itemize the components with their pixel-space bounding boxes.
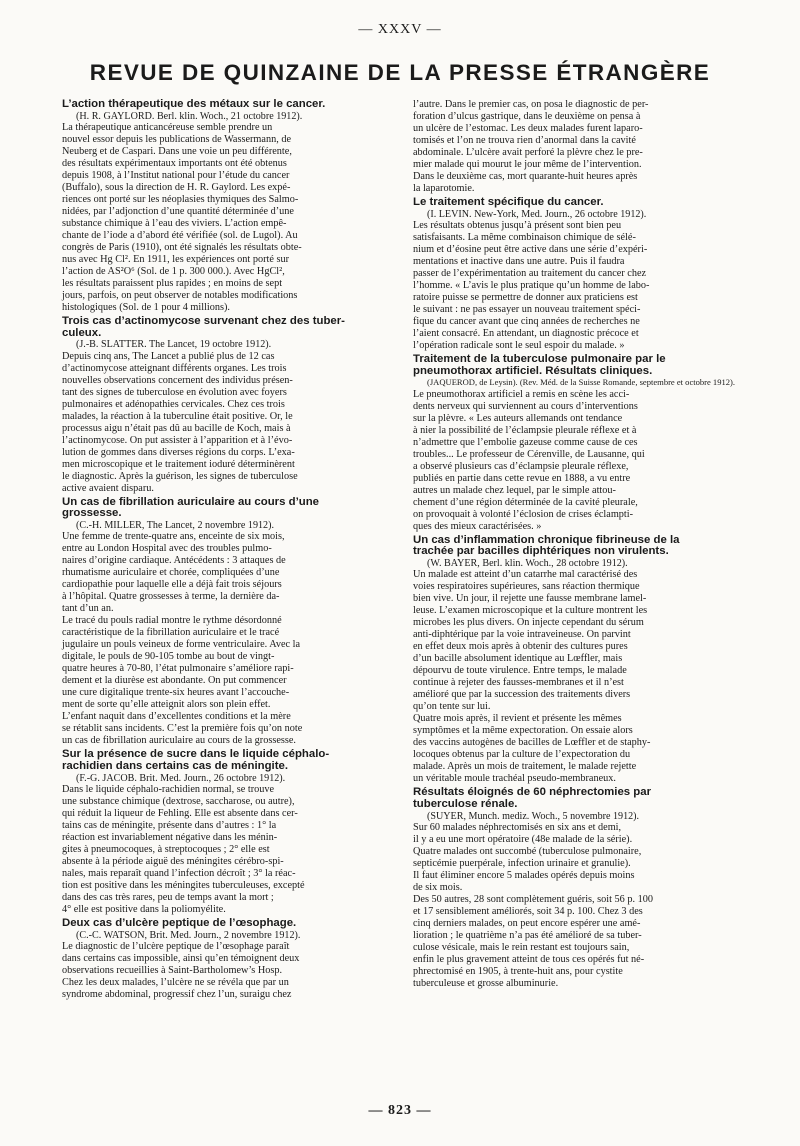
text-line: Un malade est atteint d’un catarrhe mal caractérisé des — [413, 569, 638, 581]
text-line: voies respiratoires supérieures, sans réaction thermique — [413, 581, 640, 593]
text-line: leuse. L’examen microscopique et la culture montrent les — [413, 605, 648, 617]
text-line: une substance chimique (dextrose, saccharose, ou autre), — [62, 796, 295, 808]
article — [413, 787, 747, 992]
text-line: un cas de fibrillation auriculaire au cours de la grossesse. — [62, 735, 296, 747]
text-line: mier malade qui mourut le jour même de l’intervention. — [413, 159, 642, 170]
text-line: nus avec Hg Cl². En 1911, les expériences ont porté sur — [62, 254, 289, 266]
article-title-continued: pneumothorax artificiel. Résultats cliniques. — [413, 364, 653, 377]
article — [62, 99, 396, 316]
text-line: processus aigu n’était pas dû au bacille de Koch, mais à — [62, 422, 291, 434]
text-line: jugulaire un pouls veineux de forme ventriculaire. Avec la — [62, 639, 301, 651]
article-source: (C.-C. WATSON, Brit. Med. Journ., 2 novembre 1912). — [76, 929, 301, 941]
text-line: publiés en partie dans cette revue en 1888, a vu entre — [413, 472, 631, 484]
article-gap — [413, 990, 747, 992]
text-line: Depuis cinq ans, The Lancet a publié plus de 12 cas — [62, 350, 275, 362]
text-line: substance chimique à l’eau des viviers. L’action empê- — [62, 218, 287, 230]
text-line: un véritable moule trachéal pseudo-membraneux. — [413, 773, 616, 785]
article — [62, 749, 396, 918]
text-line: phrectomisé en 1905, à trente-huit ans, pour cystite — [413, 966, 623, 978]
page-number: — 823 — — [368, 1103, 432, 1118]
text-line: une cure digitalique trente-six heures avant l’accouche- — [62, 687, 290, 699]
text-line: La thérapeutique anticancéreuse semble prendre un — [62, 122, 273, 134]
article-source: (JAQUEROD, de Leysin). (Rev. Méd. de la Suisse Romande, septembre et octobre 1912). — [427, 377, 736, 388]
text-line: ques des mieux caractérisées. » — [413, 520, 542, 532]
text-line: nidées, par l’adjonction d’une quantité déterminée d’une — [62, 206, 294, 218]
article-source: (F.-G. JACOB. Brit. Med. Journ., 26 octobre 1912). — [76, 772, 286, 784]
text-line: dépourvu de toute virulence. Entre temps, le malade — [413, 665, 627, 677]
article-title: Deux cas d’ulcère peptique de l’œsophage. — [62, 917, 297, 930]
text-line: nales, mais reparaît quand l’infection décroît ; 3° la réac- — [62, 868, 296, 880]
text-line: malade. Après un mois de traitement, le malade rejette — [413, 761, 637, 773]
text-line: symptômes et la même expectoration. On essaie alors — [413, 725, 633, 737]
text-line: Le pneumothorax artificiel a remis en scène les acci- — [413, 388, 630, 400]
text-line: digitale, le pouls de 90-105 tombe au bout de vingt- — [62, 651, 275, 663]
text-line: rhumatisme auriculaire et chorée, compliquées d’une — [62, 567, 280, 579]
text-line: active avaient disparu. — [62, 482, 154, 494]
article-title-continued: trachée par bacilles diphtériques non virulents. — [413, 545, 669, 558]
article — [413, 197, 747, 354]
text-line: continue à rejeter des fausses-membranes et il n’est — [413, 677, 624, 689]
text-line: microbes les plus divers. On injecte cependant du sérum — [413, 617, 644, 629]
article-source: (W. BAYER, Berl. klin. Woch., 28 octobre 1912). — [427, 557, 628, 569]
text-line: Quatre mois après, il revient et présente les mêmes — [413, 713, 622, 725]
article-gap — [62, 1001, 396, 1003]
text-line: d’actinomycose atteignant différents organes. Les trois — [62, 362, 287, 374]
text-line: tains cas de méningite, présente dans d’autres : 1° la — [62, 820, 277, 832]
text-line: entre au London Hospital avec des troubles pulmo- — [62, 543, 272, 555]
text-line: Quatre malades ont succombé (tuberculose pulmonaire, — [413, 846, 642, 858]
article-title: L’action thérapeutique des métaux sur le cancer. — [62, 98, 326, 110]
text-line: Chez les deux malades, l’ulcère ne se révéla que par un — [62, 977, 289, 989]
text-line: qu’on tente sur lui. — [413, 701, 491, 713]
article — [62, 497, 396, 750]
text-line: réaction est invariablement négative dans les ménin- — [62, 832, 278, 844]
text-line: dement et la diurèse est abondante. On put commencer — [62, 675, 287, 687]
article-title-continued: rachidien dans certains cas de méningite. — [62, 760, 288, 773]
text-line: abdominale. L’ulcère avait perforé la plèvre chez le pre- — [413, 147, 643, 158]
text-line: quatre heures à 70-80, l’état pulmonaire s’améliore rapi- — [62, 663, 294, 675]
text-line: l’autre. Dans le premier cas, on posa le diagnostic de per- — [413, 99, 649, 110]
text-line: Le diagnostic de l’ulcère peptique de l’œsophage paraît — [62, 941, 290, 953]
article-title: Traitement de la tuberculose pulmonaire par le — [413, 353, 666, 366]
article-source: (C.-H. MILLER, The Lancet, 2 novembre 1912). — [76, 519, 274, 531]
text-line: Il faut éliminer encore 5 malades opérés depuis moins — [413, 870, 635, 882]
text-line: a observé plusieurs cas d’éclampsie pleurale réflexe, — [413, 460, 629, 472]
text-line: gites à pneumocoques, à streptocoques ; 2° elle est — [62, 844, 270, 856]
text-line: nium et d’éosine peut être active dans une série d’expéri- — [413, 244, 648, 256]
text-line: un ulcère de l’estomac. Les deux malades furent laparo- — [413, 123, 643, 134]
article-title: Un cas d’inflammation chronique fibrineuse de la — [413, 533, 680, 546]
article-title-continued: tuberculose rénale. — [413, 798, 518, 811]
text-line: l’aient consacré. En attendant, un diagnostic précoce et — [413, 328, 639, 340]
text-line: Sur 60 malades néphrectomisés en six ans et demi, — [413, 822, 622, 834]
article — [413, 535, 747, 788]
text-line: cardiopathie pour laquelle elle a déjà fait trois séjours — [62, 579, 282, 591]
article-title: Résultats éloignés de 60 néphrectomies par — [413, 786, 652, 799]
text-line: nouvelles observations concernent des individus présen- — [62, 374, 293, 386]
text-line: chement d’une région déterminée de la cavité pleurale, — [413, 496, 638, 508]
article-title: Un cas de fibrillation auriculaire au cours d’une — [62, 495, 319, 508]
text-line: enfin le plus gravement atteint de tous ces opérés fut né- — [413, 954, 645, 966]
article-source: (SUYER, Munch. mediz. Woch., 5 novembre 1912). — [427, 810, 640, 822]
text-line: Neuberg et de Caspari. Dans une voie un peu différente, — [62, 146, 292, 158]
text-line: Dans le liquide céphalo-rachidien normal, se trouve — [62, 784, 275, 796]
text-line: jours, parfois, on peut observer de notables modifications — [62, 290, 298, 302]
left-column — [62, 99, 396, 1003]
text-line: Des 50 autres, 28 sont complètement guéris, soit 56 p. 100 — [413, 894, 653, 906]
text-line: culose vésicale, mais le rein restant est toujours sain, — [413, 942, 630, 954]
text-line: de six mois. — [413, 882, 463, 894]
text-line: à l’hôpital. Quatre grossesses à terme, la dernière da- — [62, 591, 280, 603]
text-line: à nier la possibilité de l’éclampsie pleurale réflexe et à — [413, 424, 637, 436]
article-source: (H. R. GAYLORD. Berl. klin. Woch., 21 octobre 1912). — [76, 110, 303, 122]
article — [62, 918, 396, 1003]
text-line: syndrome abdominal, progressif chez l’un, suraigu chez — [62, 989, 292, 1001]
text-line: men microscopique et le traitement ioduré déterminèrent — [62, 458, 295, 470]
text-line: passer de l’expérimentation au traitement du cancer chez — [413, 268, 647, 280]
text-line: l’opération radicale sont le seul espoir du malade. » — [413, 340, 625, 352]
roman-page-header: — XXXV — — [358, 22, 442, 37]
page-title: REVUE DE QUINZAINE DE LA PRESSE ÉTRANGÈRE — [89, 60, 711, 85]
text-line: le diagnostic. Après la guérison, les signes de tuberculose — [62, 470, 298, 482]
text-line: 4° elle est positive dans la poliomyélite. — [62, 904, 226, 916]
text-line: tant des signes de tuberculose en évolution avec foyers — [62, 386, 287, 398]
text-line: nouvel essor depuis les publications de Wassermann, de — [62, 134, 291, 146]
text-line: anti-diphtérique par la voie intraveineuse. On parvint — [413, 629, 631, 641]
text-line: depuis 1908, à l’Institut national pour l’étude du cancer — [62, 170, 290, 182]
text-line: l’action de AS²O⁶ (Sol. de 1 p. 300 000.). Avec HgCl², — [62, 266, 285, 278]
text-line: en effet deux mois après à obtenir des cultures pures — [413, 641, 628, 653]
article — [62, 316, 396, 497]
article — [413, 354, 747, 535]
text-line: lution de gommes dans diverses régions du corps. L’exa- — [62, 446, 295, 458]
text-line: tuberculeuse et grosse albuminurie. — [413, 978, 559, 990]
text-line: sur la plèvre. « Les auteurs allemands ont tendance — [413, 412, 623, 424]
text-line: dents nerveux qui surviennent au cours d’interventions — [413, 400, 638, 412]
text-line: tion est positive dans les méningites tuberculeuses, excepté — [62, 880, 305, 892]
text-line: locoques obtenus par la culture de l’expectoration du — [413, 749, 631, 761]
text-line: caractéristique de la fibrillation auriculaire et le tracé — [62, 627, 280, 639]
text-line: dans des cas très rares, peu de temps avant la mort ; — [62, 892, 274, 904]
text-line: absente à la période aiguë des méningites cérébro-spi- — [62, 856, 284, 868]
article-title-continued: grossesse. — [62, 507, 122, 520]
text-line: histologiques (Sol. de 1 pour 4 millions). — [62, 302, 230, 314]
text-line: dans certains cas impossible, ainsi qu’en témoignent deux — [62, 953, 300, 965]
text-line: chante de l’iode a d’abord été vérifiée (sol. de Lugol). Au — [62, 230, 298, 242]
text-line: n’admettre que l’embolie gazeuse comme cause de ces — [413, 436, 638, 448]
text-line: congrès de Paris (1910), ont été signalés les résultats obte- — [62, 242, 302, 254]
text-line: observations recueillies à Saint-Bartholomew’s Hosp. — [62, 965, 283, 977]
text-line: mentations et inactive dans une autre. Puis il faudra — [413, 256, 625, 268]
text-line: Une femme de trente-quatre ans, enceinte de six mois, — [62, 531, 285, 543]
text-line: (Buffalo), sous la direction de H. R. Gaylord. Les expé- — [62, 182, 291, 194]
text-line: riences ont porté sur les néoplasies thymiques des Salmo- — [62, 194, 299, 206]
text-line: naires d’origine cardiaque. Antécédents : 3 attaques de — [62, 555, 286, 567]
text-line: des vaccins autogènes de bacilles de Lœffler et de staphy- — [413, 737, 651, 749]
text-line: Dans le deuxième cas, mort quarante-huit heures après — [413, 171, 638, 182]
text-line: ratoire puisse se permettre de donner aux praticiens est — [413, 292, 638, 304]
text-line: Les résultats obtenus jusqu’à présent sont bien peu — [413, 220, 622, 232]
text-line: pulmonaires et adénopathies cervicales. Chez ces trois — [62, 398, 285, 410]
text-line: septicémie puerpérale, infection urinaire et granulie). — [413, 858, 631, 870]
article-title: Trois cas d’actinomycose survenant chez des tuber- — [62, 315, 345, 328]
text-line: on provoquait à volonté l’éclosion de crises éclampti- — [413, 508, 634, 520]
article-source: (J.-B. SLATTER. The Lancet, 19 octobre 1912). — [76, 339, 272, 351]
text-line: ment de sorte qu’elle atteignit alors son plein effet. — [62, 699, 271, 711]
right-column — [413, 99, 747, 992]
article — [413, 99, 747, 197]
text-line: la laparotomie. — [413, 183, 475, 194]
text-line: des résultats expérimentaux importants ont été obtenus — [62, 158, 287, 170]
article-title: Sur la présence de sucre dans le liquide céphalo- — [62, 748, 330, 761]
text-line: troubles... Le professeur de Cérenville, de Lausanne, qui — [413, 448, 645, 460]
text-line: amélioré que par la succession des traitements divers — [413, 689, 631, 701]
text-line: malades, la réaction à la tuberculine était positive. Or, le — [62, 410, 293, 422]
text-line: le suivant : ne pas essayer un nouveau traitement spéci- — [413, 304, 641, 316]
text-line: tant d’un an. — [62, 603, 114, 615]
text-line: autres un malade chez lequel, par le simple attou- — [413, 484, 616, 496]
text-line: foration d’ulcus gastrique, dans le deuxième on pensa à — [413, 111, 641, 122]
article-source: (I. LEVIN. New-York, Med. Journ., 26 octobre 1912). — [427, 208, 647, 220]
text-line: se rétablit sans incidents. C’est la première fois qu’on note — [62, 723, 303, 735]
text-line: il y a eu une mort opératoire (48e malade de la série). — [413, 834, 633, 846]
text-line: Le tracé du pouls radial montre le rythme désordonné — [62, 615, 282, 627]
text-line: tomisés et l’on ne trouva rien d’anormal dans la cavité — [413, 135, 636, 146]
text-line: qui réduit la liqueur de Fehling. Elle est absente dans cer- — [62, 808, 298, 820]
article-title-continued: culeux. — [62, 326, 102, 339]
text-line: fique du cancer avant que cinq années de recherches ne — [413, 316, 640, 328]
text-line: cinq derniers malades, on peut encore espérer une amé- — [413, 918, 641, 930]
text-line: satisfaisants. La même combinaison chimique de sélé- — [413, 232, 636, 244]
text-line: l’actinomycose. On put assister à l’apparition et à l’évo- — [62, 434, 293, 446]
text-line: L’enfant naquit dans d’excellentes conditions et la mère — [62, 711, 291, 723]
text-line: et 17 sensiblement améliorés, soit 34 p. 100. Chez 3 des — [413, 906, 643, 918]
text-line: d’un bacille absolument identique au Lœffler, mais — [413, 653, 623, 665]
text-line: l’homme. « L’avis le plus pratique qu’un homme de labo- — [413, 280, 650, 292]
text-line: lioration ; le quatrième n’a pas été amélioré de sa tuber- — [413, 930, 642, 942]
text-line: bien vive. Un jour, il rejette une fausse membrane lamel- — [413, 593, 647, 605]
article-title: Le traitement spécifique du cancer. — [413, 196, 604, 208]
text-line: les résultats paraissent plus rapides ; en moins de sept — [62, 278, 283, 290]
